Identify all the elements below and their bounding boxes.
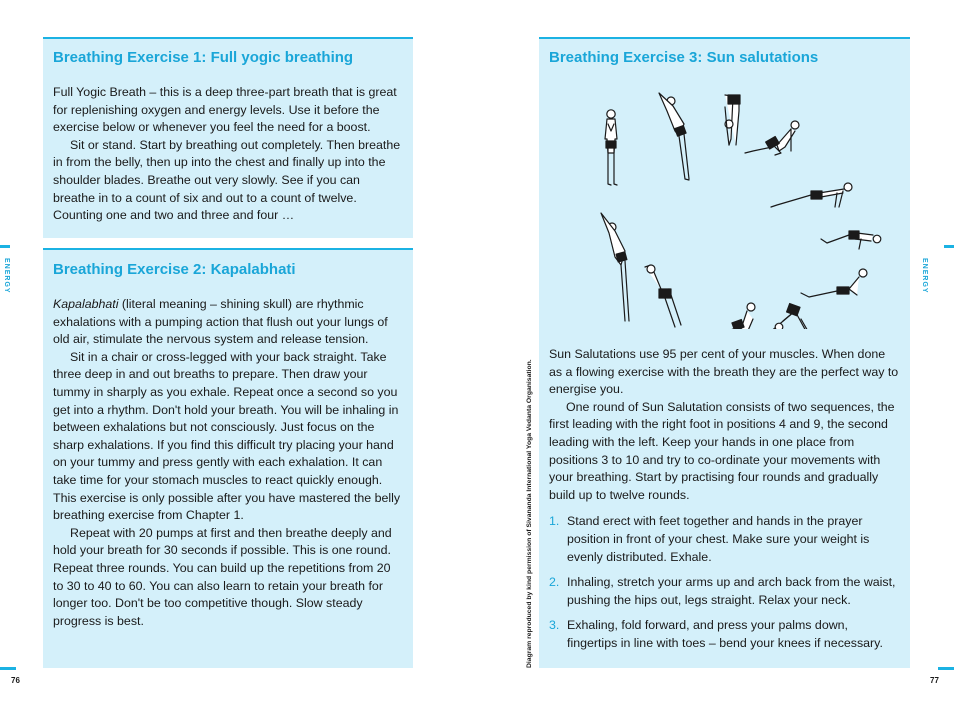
section-marker — [0, 245, 10, 248]
paragraph: Repeat with 20 pumps at first and then breathe deeply and hold your breath for 30 seconds if possible. This is one round. Repeat three rounds. You can build up the repetitions from 20 to 30 to 40 to 60. You can also learn to retain your breath for longer too. Don't be too competitive though. Slow steady progress is best. — [53, 525, 392, 628]
pose-arch-back-figure — [659, 93, 689, 180]
pose-lunge-figure — [745, 121, 799, 155]
paragraph: One round of Sun Salutation consists of two sequences, the first leading with the right foot in positions 4 and 9, the second leading with the left. Keep your hands in one place from positions 3 to 10 and try to co-ordinate your movements with your breathing. Start by practising four rounds and gradually build up to twelve rounds. — [549, 399, 895, 502]
paragraph: Sun Salutations use 95 per cent of your muscles. When done as a flowing exercise with the breath they are the perfect way to energise you. — [549, 347, 899, 397]
steps-list — [549, 513, 900, 652]
pose-cobra-figure — [801, 269, 867, 297]
pose-standing-prayer-figure — [605, 110, 617, 185]
list-item — [549, 513, 900, 566]
exercise-2-text — [53, 296, 403, 630]
section-marker — [944, 245, 954, 248]
exercise-3-text — [549, 346, 900, 661]
footer-marker — [938, 667, 954, 670]
page-number: 76 — [11, 676, 20, 685]
paragraph: Kapalabhati (literal meaning – shining skull) are rhythmic exhalations with a pumping action that flush out your lungs of old air, stimulate the nervous system and release tension. — [53, 297, 388, 347]
diagram-credit: Diagram reproduced by kind permission of Sivananda International Yoga Vedanta Organisation. — [526, 359, 533, 668]
exercise-1-box — [43, 37, 413, 238]
paragraph: Sit in a chair or cross-legged with your back straight. Take three deep in and out breaths to prepare. Then draw your tummy in sharply as you exhale. Repeat once a second so you get into a rhythm. Don't hold your breath. You will be inhaling in between exhalations but not consciously. Just focus on the sharp exhalations. If you find this difficult try placing your hand on your tummy and press gently with each exhalation. It can take time for your stomach muscles to react quickly enough. This exercise is only possible after you have mastered the belly breathing exercise from Chapter 1. — [53, 349, 401, 523]
pose-eight-point-figure — [821, 231, 881, 249]
exercise-3-title: Breathing Exercise 3: Sun salutations — [549, 49, 819, 66]
exercise-1-title: Breathing Exercise 1: Full yogic breathing — [53, 49, 354, 66]
section-tab-label: ENERGY — [921, 258, 928, 294]
list-item — [549, 574, 900, 609]
pose-plank-figure — [771, 183, 852, 207]
exercise-1-text — [53, 84, 403, 225]
step-text: Inhaling, stretch your arms up and arch back from the waist, pushing the hips out, legs straight. Relax your neck. — [567, 575, 896, 607]
right-page — [477, 0, 954, 705]
step-text: Stand erect with feet together and hands in the prayer position in front of your chest. Make sure your weight is evenly distributed. Exhale. — [567, 514, 870, 564]
pose-forward-fold-figure — [725, 95, 740, 145]
step-number: 2. — [549, 575, 560, 590]
step-number: 3. — [549, 618, 560, 633]
sun-salutation-diagram — [539, 89, 909, 329]
section-tab-label: ENERGY — [3, 258, 10, 294]
exercise-3-box — [539, 37, 910, 668]
exercise-2-title: Breathing Exercise 2: Kapalabhati — [53, 261, 296, 278]
pose-forward-fold-return-figure — [645, 265, 681, 327]
paragraph: Full Yogic Breath – this is a deep three-part breath that is great for replenishing oxygen and energy levels. Use it before the exercise below or whenever you feel the need for a boost. — [53, 85, 397, 135]
paragraph: Sit or stand. Start by breathing out completely. Then breathe in from the belly, then up into the chest and finally up into the shoulder blades. Breathe out very slowly. See if you can breathe in to a count of six and out to a count of twelve. Counting one and two and three and four … — [53, 137, 401, 223]
pose-arms-up-return-figure — [601, 213, 629, 321]
exercise-2-box — [43, 248, 413, 668]
footer-marker — [0, 667, 16, 670]
pose-downward-dog-figure — [769, 304, 815, 329]
kapalabhati-term: Kapalabhati — [53, 297, 119, 311]
list-item — [549, 617, 900, 652]
step-text: Exhaling, fold forward, and press your palms down, fingertips in line with toes – bend your knees if necessary. — [567, 618, 883, 650]
pose-lunge-return-figure — [703, 303, 755, 329]
step-number: 1. — [549, 514, 560, 529]
page-number: 77 — [930, 676, 939, 685]
